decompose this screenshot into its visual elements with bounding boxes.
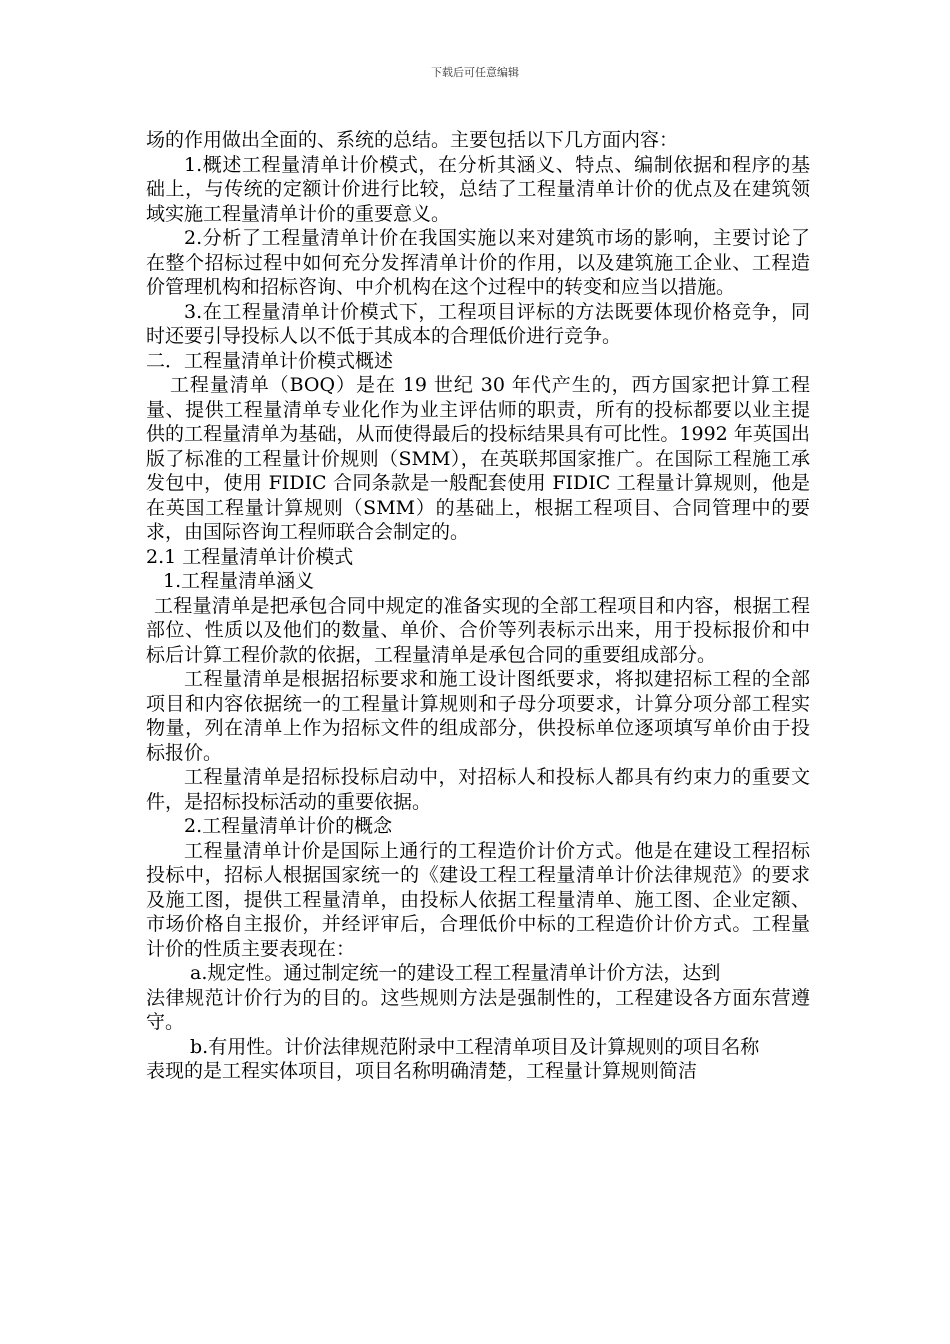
page-header: 下载后可任意编辑 <box>431 66 519 79</box>
paragraph: 3.在工程量清单计价模式下，工程项目评标的方法既要体现价格竞争，同时还要引导投标人以不低于其成本的合理低价进行竞争。 <box>146 300 810 347</box>
paragraph: 工程量清单是根据招标要求和施工设计图纸要求，将拟建招标工程的全部项目和内容依据统一的工程量计算规则和子母分项要求，计算分项分部工程实物量，列在清单上作为招标文件的组成部分，供投标单位逐项填写单价由于投标报价。 <box>146 668 810 764</box>
paragraph: 1.概述工程量清单计价模式，在分析其涵义、特点、编制依据和程序的基础上，与传统的定额计价进行比较，总结了工程量清单计价的优点及在建筑领域实施工程量清单计价的重要意义。 <box>146 153 810 225</box>
section-heading: 二．工程量清单计价模式概述 <box>146 349 394 372</box>
paragraph: 工程量清单（BOQ）是在 19 世纪 30 年代产生的，西方国家把计算工程量、提供工程量清单专业化作为业主评估师的职责，所有的投标都要以业主提供的工程量清单为基础，从而使得最后的投标结果具有可比性。1992 年英国出版了标准的工程量计价规则（SMM），在英联邦国家推广。在国际工程施工承发包中，使用 FIDIC 合同条款是一般配套使用 FIDIC 工程量计算规则，他是在英国工程量计算规则（SMM）的基础上，根据工程项目、合同管理中的要求，由国际咨询工程师联合会制定的。 <box>146 374 810 543</box>
paragraph: 表现的是工程实体项目，项目名称明确清楚，工程量计算规则简洁 <box>146 1060 698 1082</box>
subsection-heading: 2.1 工程量清单计价模式 <box>146 545 354 568</box>
paragraph: 工程量清单是把承包合同中规定的准备实现的全部工程项目和内容，根据工程部位、性质以及他们的数量、单价、合价等列表标示出来，用于投标报价和中标后计算工程价款的依据，工程量清单是承包合同的重要组成部分。 <box>146 594 810 666</box>
paragraph: 工程量清单计价是国际上通行的工程造价计价方式。他是在建设工程招标投标中，招标人根据国家统一的《建设工程工程量清单计价法律规范》的要求及施工图，提供工程量清单，由投标人依据工程量清单、施工图、企业定额、市场价格自主报价，并经评审后，合理低价中标的工程造价计价方式。工程量计价的性质主要表现在： <box>146 839 810 960</box>
paragraph: 2.分析了工程量清单计价在我国实施以来对建筑市场的影响，主要讨论了在整个招标过程中如何充分发挥清单计价的作用，以及建筑施工企业、工程造价管理机构和招标咨询、中介机构在这个过程中的转变和应当以措施。 <box>146 227 810 298</box>
paragraph: 法律规范计价行为的目的。这些规则方法是强制性的，工程建设各方面东营遵守。 <box>146 986 810 1033</box>
subheading: 2.工程量清单计价的概念 <box>184 815 393 837</box>
paragraph: 工程量清单是招标投标启动中，对招标人和投标人都具有约束力的重要文件，是招标投标活动的重要依据。 <box>146 766 810 813</box>
paragraph: 场的作用做出全面的、系统的总结。主要包括以下几方面内容： <box>146 129 679 151</box>
document-body <box>146 128 810 1084</box>
subheading: 1.工程量清单涵义 <box>163 570 315 592</box>
list-item: a.规定性。通过制定统一的建设工程工程量清单计价方法，达到 <box>190 962 721 984</box>
list-item: b.有用性。计价法律规范附录中工程清单项目及计算规则的项目名称 <box>190 1035 760 1058</box>
